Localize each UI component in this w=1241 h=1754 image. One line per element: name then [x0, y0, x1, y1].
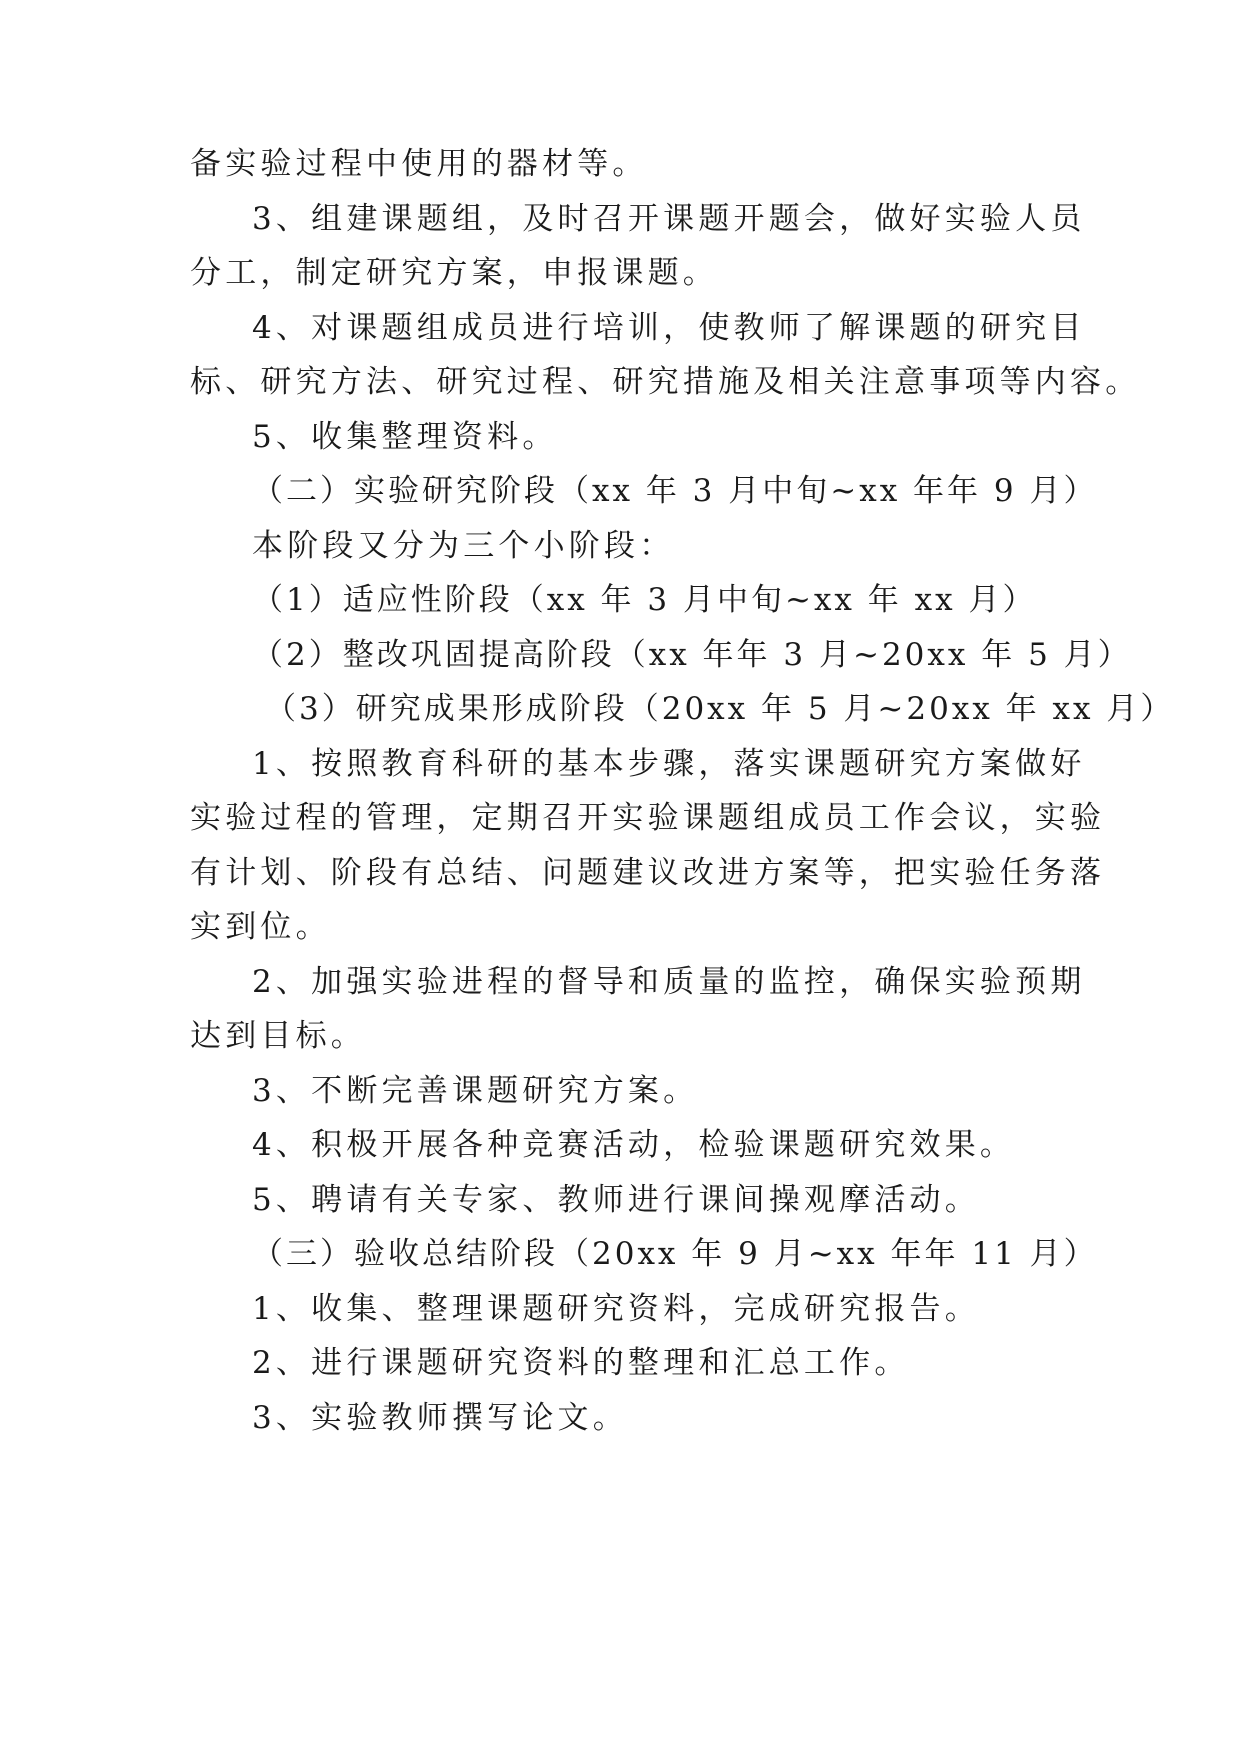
section-heading: （二）实验研究阶段（xx 年 3 月中旬~xx 年年 9 月）: [252, 473, 1098, 509]
text-line: 5、聘请有关专家、教师进行课间操观摩活动。: [252, 1182, 980, 1218]
text-line: 3、不断完善课题研究方案。: [252, 1073, 699, 1109]
text-line: 备实验过程中使用的器材等。: [190, 146, 648, 182]
text-line: 4、对课题组成员进行培训，使教师了解课题的研究目: [252, 310, 1086, 346]
section-heading: （三）验收总结阶段（20xx 年 9 月~xx 年年 11 月）: [252, 1236, 1098, 1272]
text-line: 本阶段又分为三个小阶段：: [252, 528, 675, 564]
text-line: 1、按照教育科研的基本步骤，落实课题研究方案做好: [252, 746, 1086, 782]
text-line: 实验过程的管理，定期召开实验课题组成员工作会议，实验: [190, 800, 1106, 836]
text-line: 3、组建课题组，及时召开课题开题会，做好实验人员: [252, 201, 1086, 237]
text-line: 实到位。: [190, 909, 331, 945]
text-line: 5、收集整理资料。: [252, 419, 558, 455]
text-line: 3、实验教师撰写论文。: [252, 1400, 628, 1436]
text-line: 达到目标。: [190, 1018, 366, 1054]
sub-stage-line: （3）研究成果形成阶段（20xx 年 5 月~20xx 年 xx 月）: [265, 691, 1175, 727]
sub-stage-line: （1）适应性阶段（xx 年 3 月中旬~xx 年 xx 月）: [252, 582, 1037, 618]
text-line: 有计划、阶段有总结、问题建议改进方案等，把实验任务落: [190, 855, 1106, 891]
text-line: 分工，制定研究方案，申报课题。: [190, 255, 718, 291]
text-line: 4、积极开展各种竞赛活动，检验课题研究效果。: [252, 1127, 1016, 1163]
sub-stage-line: （2）整改巩固提高阶段（xx 年年 3 月~20xx 年 5 月）: [252, 637, 1132, 673]
text-line: 2、加强实验进程的督导和质量的监控，确保实验预期: [252, 964, 1086, 1000]
text-line: 1、收集、整理课题研究资料，完成研究报告。: [252, 1291, 980, 1327]
text-line: 2、进行课题研究资料的整理和汇总工作。: [252, 1345, 910, 1381]
text-line: 标、研究方法、研究过程、研究措施及相关注意事项等内容。: [190, 364, 1141, 400]
